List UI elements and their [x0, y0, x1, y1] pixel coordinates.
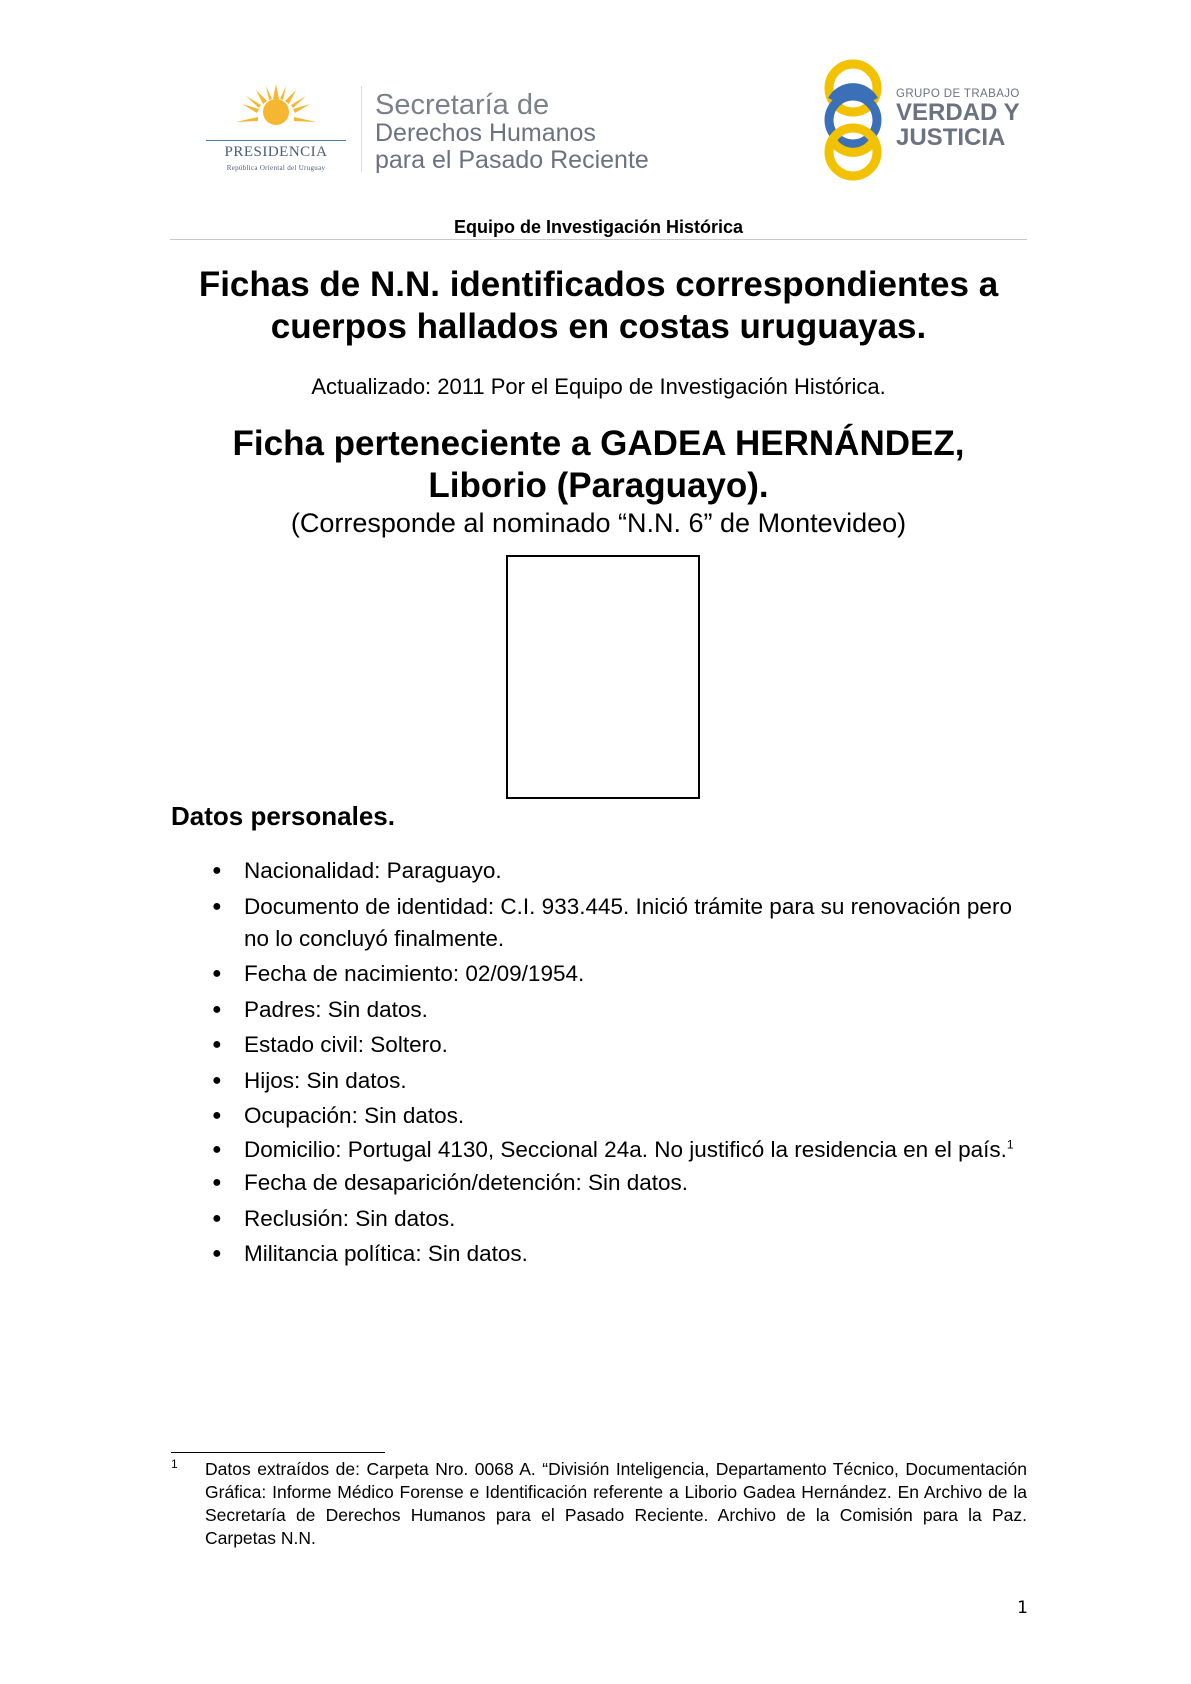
ficha-title-line1: Ficha perteneciente a GADEA HERNÁNDEZ,: [232, 424, 965, 463]
list-item: ● Militancia política: Sin datos.: [171, 1238, 1028, 1270]
list-item: ● Estado civil: Soltero.: [171, 1029, 1028, 1061]
vyj-verdad-text: VERDAD Y: [896, 99, 1020, 126]
list-item: ● Fecha de desaparición/detención: Sin datos.: [171, 1167, 1028, 1199]
footnote-ref[interactable]: 1: [1006, 1137, 1014, 1151]
list-item: ● Reclusión: Sin datos.: [171, 1203, 1028, 1235]
ficha-title: [150, 423, 1047, 507]
bullet-icon: ●: [212, 1071, 222, 1089]
bullet-icon: ●: [212, 1036, 222, 1053]
title-line1: Fichas de N.N. identificados correspondientes a: [198, 265, 999, 304]
footnote-text: Datos extraídos de: Carpeta Nro. 0068 A. “División Inteligencia, Departamento Técnico, Documentación Gráfica: Informe Médico Forense e Identificación referente a Liborio Gadea Hernández. En Archivo de la Secretaría de Derechos Humanos para el Pasado Reciente. Archivo de la Comisión para la Paz. Carpetas N.N.: [205, 1459, 1027, 1548]
bullet-icon: ●: [212, 1140, 222, 1158]
logo-divider: [361, 86, 362, 172]
personal-data-list: [171, 855, 1028, 1274]
bullet-icon: ●: [212, 1209, 222, 1227]
presidencia-name: PRESIDENCIA: [224, 144, 328, 160]
bullet-icon: ●: [212, 862, 222, 879]
bullet-icon: ●: [212, 1245, 222, 1262]
list-item: ● Fecha de nacimiento: 02/09/1954.: [171, 958, 1028, 990]
title-line2: cuerpos hallados en costas uruguayas.: [270, 307, 927, 346]
updated-line: Actualizado: 2011 Por el Equipo de Investigación Histórica.: [311, 374, 886, 399]
secretaria-line2: Derechos Humanos: [375, 119, 596, 147]
section-heading: Datos personales.: [171, 801, 395, 831]
list-item: ● Ocupación: Sin datos.: [171, 1100, 1028, 1132]
bullet-icon: ●: [212, 965, 222, 982]
team-header: Equipo de Investigación Histórica: [453, 217, 744, 237]
list-item: ● Nacionalidad: Paraguayo.: [171, 855, 1028, 887]
bullet-icon: ●: [212, 1107, 222, 1124]
secretaria-logo: [375, 90, 705, 174]
list-item: ● Domicilio: Portugal 4130, Seccional 24a. No justificó la residencia en el país.$^1$: [212, 1136, 1014, 1162]
list-item: ● Padres: Sin datos.: [171, 994, 1028, 1026]
footnote-rule: [171, 1452, 385, 1453]
header-rule: [170, 239, 1027, 240]
bullet-icon: ●: [212, 1174, 222, 1191]
presidencia-logo: [196, 82, 356, 178]
footnote-number: 1: [171, 1457, 178, 1471]
bullet-icon: ●: [212, 1000, 222, 1018]
list-item: ● Documento de identidad: C.I. 933.445. Inició trámite para su renovación pero no lo concluyó finalmente.: [171, 891, 1028, 955]
document-title: [150, 264, 1047, 348]
photo-placeholder: [506, 555, 700, 799]
presidencia-subtitle: República Oriental del Uruguay: [226, 164, 326, 172]
corresponde-line: (Corresponde al nominado “N.N. 6” de Montevideo): [290, 508, 907, 538]
secretaria-line1: Secretaría de: [375, 89, 550, 121]
vyj-grupo-text: GRUPO DE TRABAJO: [896, 88, 1020, 100]
verdad-justicia-logo: [822, 58, 1022, 182]
page-number: 1: [1017, 1598, 1028, 1618]
list-item: ● Hijos: Sin datos.: [171, 1065, 1028, 1097]
bullet-icon: ●: [212, 897, 222, 915]
secretaria-line3: para el Pasado Reciente: [375, 146, 649, 174]
linked-rings-icon: [822, 58, 892, 182]
sun-emblem-icon: [234, 82, 318, 140]
vyj-justicia-text: JUSTICIA: [896, 124, 1006, 151]
ficha-title-line2: Liborio (Paraguayo).: [428, 466, 769, 505]
presidencia-rule: [206, 140, 346, 141]
